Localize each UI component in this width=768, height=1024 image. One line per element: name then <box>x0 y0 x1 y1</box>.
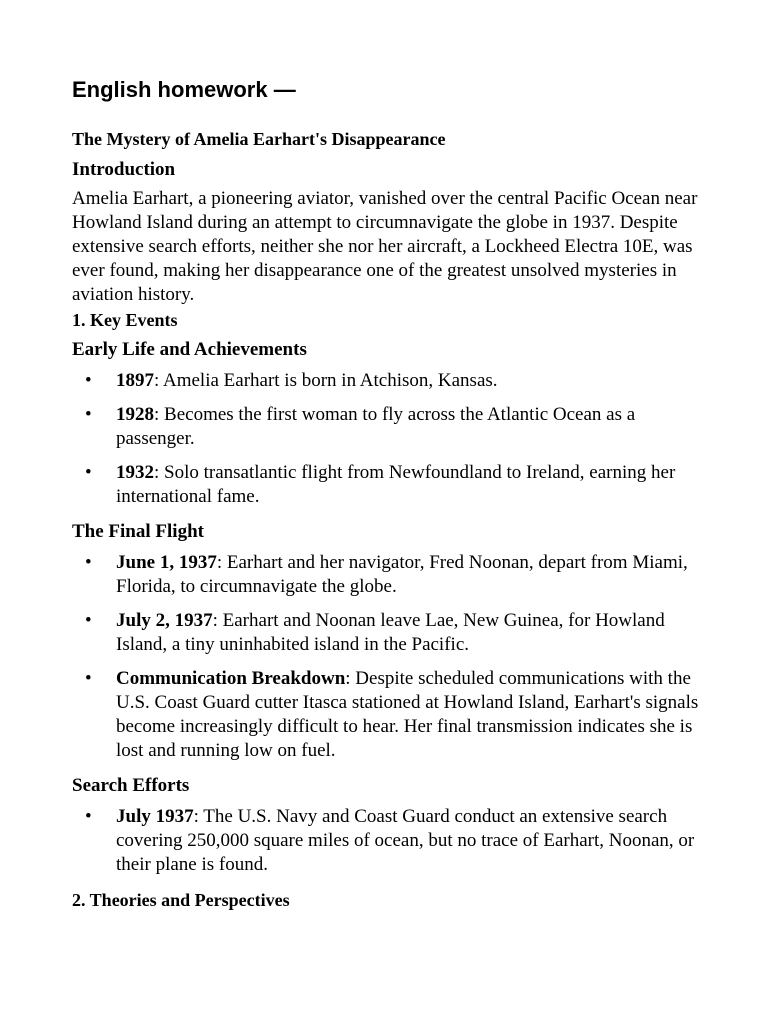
bullet-icon: • <box>85 370 92 391</box>
item-text: : The U.S. Navy and Coast Guard conduct an extensive search covering 250,000 square miles of ocean, but no trace of Earhart, Noonan, or their plane is found. <box>116 806 695 875</box>
item-label: 1932 <box>116 462 154 483</box>
search-efforts-list <box>72 805 702 877</box>
item-text: : Earhart and her navigator, Fred Noonan, depart from Miami, Florida, to circumnavigate the globe. <box>116 552 688 597</box>
list-item <box>72 403 702 451</box>
item-label: July 2, 1937 <box>116 610 213 631</box>
section-heading-theories: 2. Theories and Perspectives <box>72 890 290 910</box>
bullet-icon: • <box>85 668 92 689</box>
item-label: 1928 <box>116 404 154 425</box>
section-heading-key-events: 1. Key Events <box>72 310 178 330</box>
item-text: : Becomes the first woman to fly across the Atlantic Ocean as a passenger. <box>116 404 636 449</box>
document-heading: English homework — <box>72 77 296 102</box>
bullet-icon: • <box>85 610 92 631</box>
document-title: The Mystery of Amelia Earhart's Disappearance <box>72 129 446 149</box>
list-item <box>72 805 702 877</box>
subheading-early-life: Early Life and Achievements <box>72 339 307 360</box>
item-label: July 1937 <box>116 806 194 827</box>
bullet-icon: • <box>85 462 92 483</box>
list-item <box>72 369 702 393</box>
final-flight-list <box>72 551 702 763</box>
subheading-search-efforts: Search Efforts <box>72 775 190 796</box>
bullet-icon: • <box>85 552 92 573</box>
item-text: : Despite scheduled communications with the U.S. Coast Guard cutter Itasca stationed at Howland Island, Earhart's signals become increasingly difficult to hear. Her final transmission indicates she is lost and running low on fuel. <box>116 668 699 761</box>
item-text: : Amelia Earhart is born in Atchison, Kansas. <box>154 370 498 391</box>
intro-heading: Introduction <box>72 159 176 180</box>
item-text: : Earhart and Noonan leave Lae, New Guinea, for Howland Island, a tiny uninhabited island in the Pacific. <box>116 610 665 655</box>
early-life-list <box>72 369 702 509</box>
subheading-final-flight: The Final Flight <box>72 521 204 542</box>
intro-paragraph: Amelia Earhart, a pioneering aviator, vanished over the central Pacific Ocean near Howland Island during an attempt to circumnavigate the globe in 1937. Despite extensive search efforts, neither she nor her aircraft, a Lockheed Electra 10E, was ever found, making her disappearance one of the greatest unsolved mysteries in aviation history. <box>72 188 698 305</box>
list-item <box>72 667 702 763</box>
item-label: Communication Breakdown <box>116 668 346 689</box>
bullet-icon: • <box>85 404 92 425</box>
list-item <box>72 551 702 599</box>
bullet-icon: • <box>85 806 92 827</box>
list-item <box>72 609 702 657</box>
item-label: June 1, 1937 <box>116 552 217 573</box>
item-label: 1897 <box>116 370 154 391</box>
document-body <box>72 126 702 913</box>
list-item <box>72 461 702 509</box>
item-text: : Solo transatlantic flight from Newfoundland to Ireland, earning her international fame. <box>116 462 676 507</box>
